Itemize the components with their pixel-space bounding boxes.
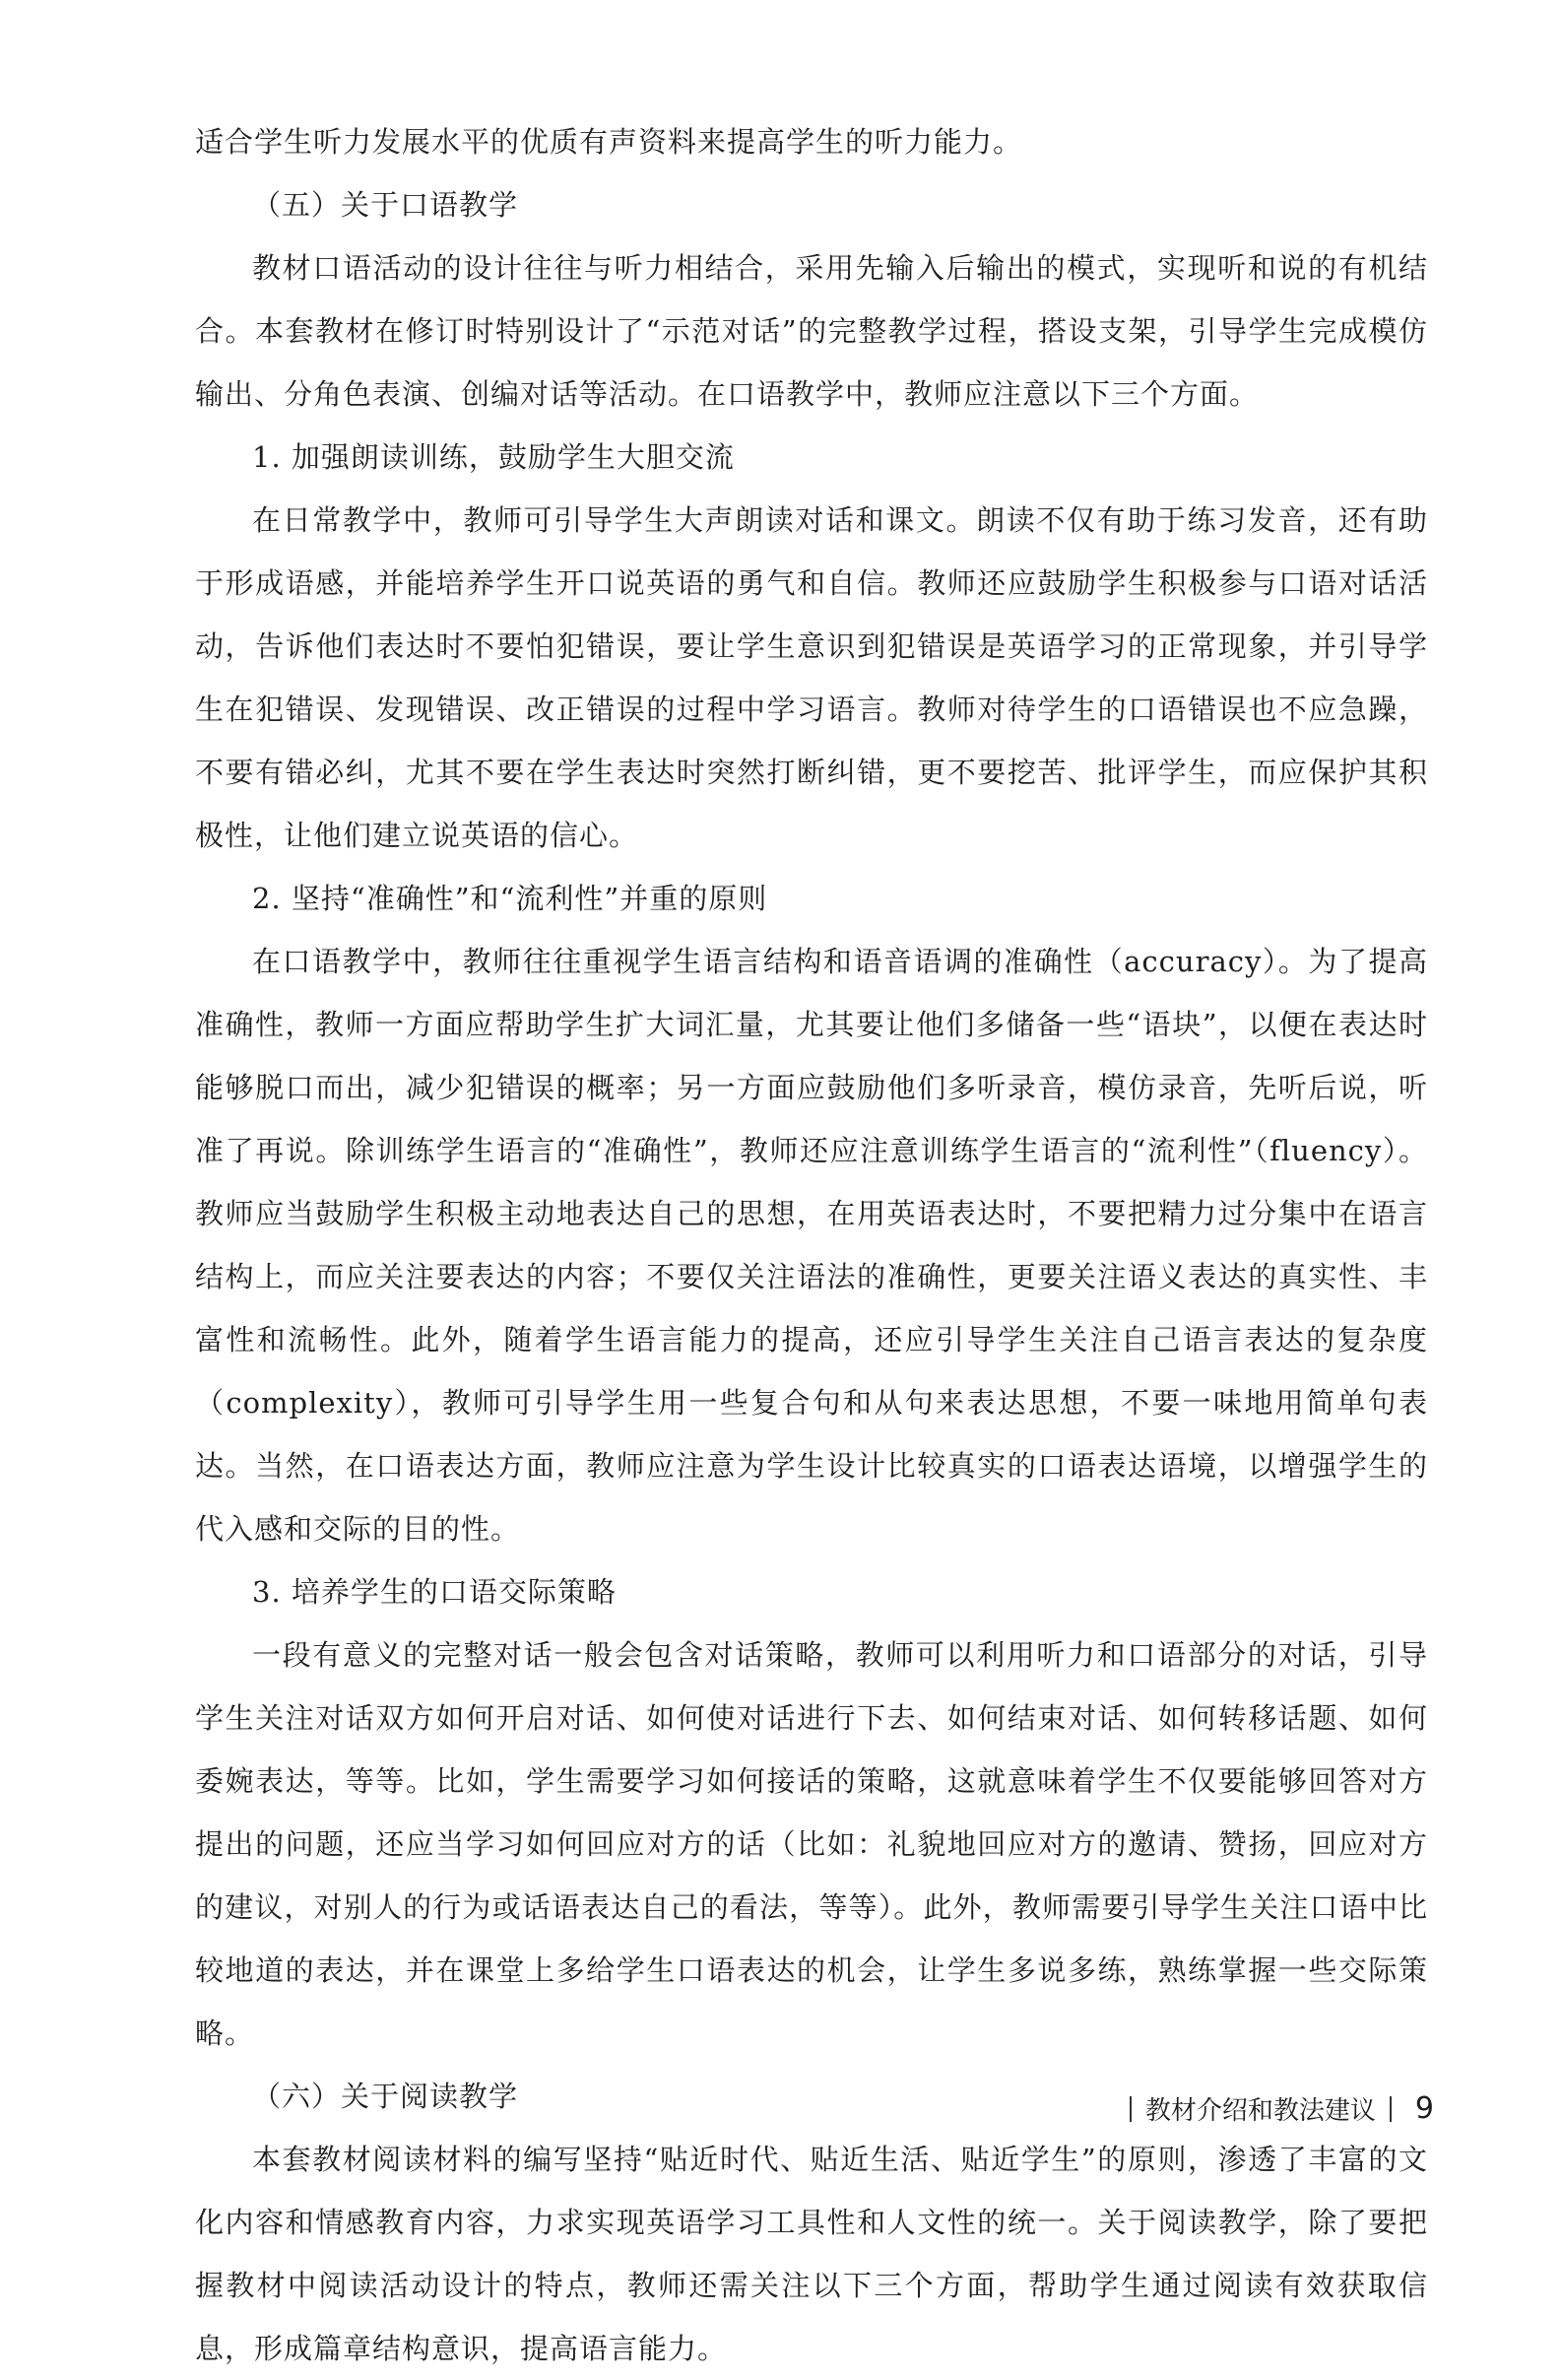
section-heading-oral: （五）关于口语教学 — [252, 188, 519, 222]
footer-section-title: 教材介绍和教法建议 — [1144, 2096, 1376, 2126]
paragraph-strategies: 一段有意义的完整对话一般会包含对话策略，教师可以利用听力和口语部分的对话，引导学生关注对话双方如何开启对话、如何使对话进行下去、如何结束对话、如何转移话题、如何委婉表达，等等。比如，学生需要学习如何接话的策略，这就意味着学生不仅要能够回答对方提出的问题，还应当学习如何回应对方的话（比如：礼貌地回应对方的邀请、赞扬，回应对方的建议，对别人的行为或话语表达自己的看法，等等）。此外，教师需要引导学生关注口语中比较地道的表达，并在课堂上多给学生口语表达的机会，让学生多说多练，熟练掌握一些交际策略。 — [195, 1638, 1428, 2050]
page-number: 9 — [1414, 2091, 1434, 2126]
page-body — [195, 110, 1428, 2380]
page-footer — [1130, 2090, 1434, 2127]
paragraph-accuracy-fluency: 在口语教学中，教师往往重视学生语言结构和语音语调的准确性（accuracy）。为了提高准确性，教师一方面应帮助学生扩大词汇量，尤其要让他们多储备一些“语块”，以便在表达时能够脱口而出，减少犯错误的概率；另一方面应鼓励他们多听录音，模仿录音，先听后说，听准了再说。除训练学生语言的“准确性”，教师还应注意训练学生语言的“流利性”（fluency）。教师应当鼓励学生积极主动地表达自己的思想，在用英语表达时，不要把精力过分集中在语言结构上，而应关注要表达的内容；不要仅关注语法的准确性，更要关注语义表达的真实性、丰富性和流畅性。此外，随着学生语言能力的提高，还应引导学生关注自己语言表达的复杂度（complexity），教师可引导学生用一些复合句和从句来表达思想，不要一味地用简单句表达。当然，在口语表达方面，教师应注意为学生设计比较真实的口语表达语境，以增强学生的代入感和交际的目的性。 — [195, 945, 1428, 1546]
subheading-strategies: 3. 培养学生的口语交际策略 — [252, 1575, 617, 1609]
subheading-accuracy-fluency: 2. 坚持“准确性”和“流利性”并重的原则 — [252, 882, 768, 915]
subheading-reading-aloud: 1. 加强朗读训练，鼓励学生大胆交流 — [252, 440, 735, 474]
paragraph-reading-intro: 本套教材阅读材料的编写坚持“贴近时代、贴近生活、贴近学生”的原则，渗透了丰富的文化内容和情感教育内容，力求实现英语学习工具性和人文性的统一。关于阅读教学，除了要把握教材中阅读活动设计的特点，教师还需关注以下三个方面，帮助学生通过阅读有效获取信息，形成篇章结构意识，提高语言能力。 — [195, 2143, 1428, 2365]
footer-divider-left — [1130, 2096, 1132, 2122]
paragraph-reading-aloud: 在日常教学中，教师可引导学生大声朗读对话和课文。朗读不仅有助于练习发音，还有助于形成语感，并能培养学生开口说英语的勇气和自信。教师还应鼓励学生积极参与口语对话活动，告诉他们表达时不要怕犯错误，要让学生意识到犯错误是英语学习的正常现象，并引导学生在犯错误、发现错误、改正错误的过程中学习语言。教师对待学生的口语错误也不应急躁，不要有错必纠，尤其不要在学生表达时突然打断纠错，更不要挖苦、批评学生，而应保护其积极性，让他们建立说英语的信心。 — [195, 503, 1428, 852]
paragraph-oral-intro: 教材口语活动的设计往往与听力相结合，采用先输入后输出的模式，实现听和说的有机结合。本套教材在修订时特别设计了“示范对话”的完整教学过程，搭设支架，引导学生完成模仿输出、分角色表演、创编对话等活动。在口语教学中，教师应注意以下三个方面。 — [195, 251, 1428, 411]
footer-divider-right — [1390, 2096, 1392, 2122]
section-heading-reading: （六）关于阅读教学 — [252, 2080, 519, 2113]
paragraph-continued: 适合学生听力发展水平的优质有声资料来提高学生的听力能力。 — [195, 125, 1023, 159]
